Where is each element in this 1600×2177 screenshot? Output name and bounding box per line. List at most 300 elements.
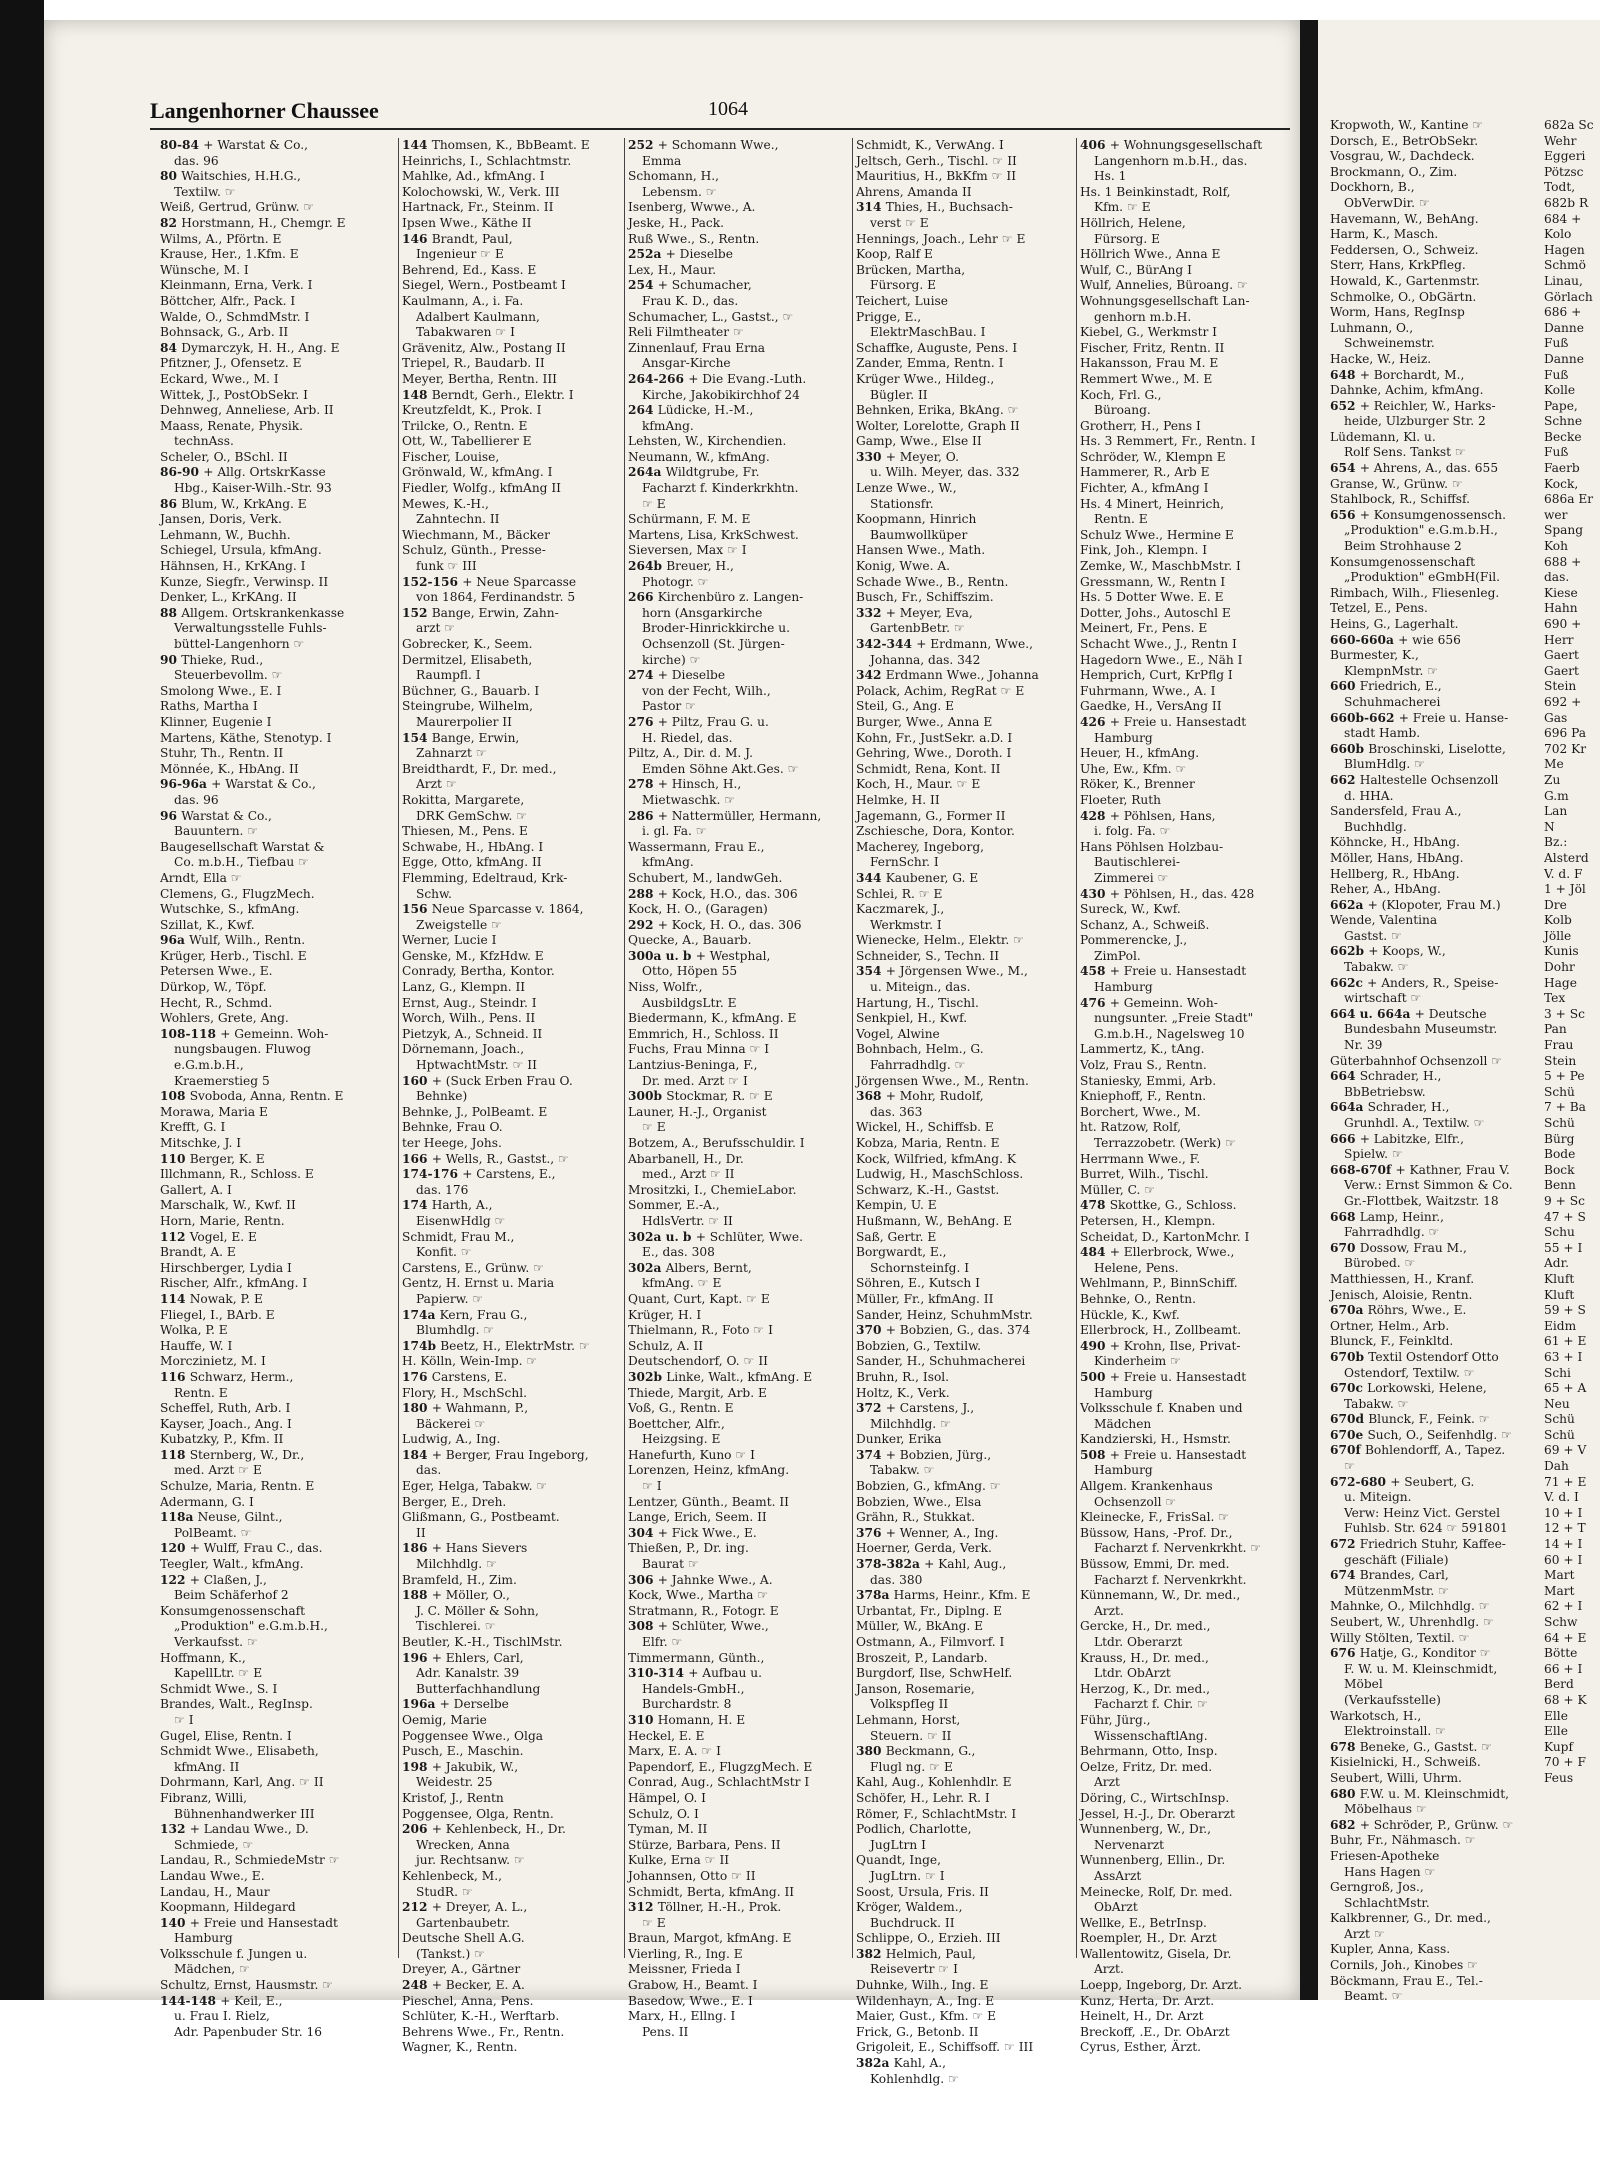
directory-entry: WissenschaftlAng. xyxy=(1094,1728,1208,1743)
directory-entry: Jölle xyxy=(1544,928,1572,943)
directory-entry: Clemens, G., FlugzMech. xyxy=(160,886,315,901)
directory-entry: Braun, Margot, kfmAng. E xyxy=(628,1931,792,1946)
directory-entry: das. xyxy=(1544,570,1570,585)
directory-entry: 670d Blunck, F., Feink. ☞ xyxy=(1330,1412,1490,1427)
directory-entry: Koh xyxy=(1544,539,1568,554)
directory-entry: 374 + Bobzien, Jürg., xyxy=(856,1447,992,1462)
directory-entry: Abarbanell, H., Dr. xyxy=(628,1151,744,1166)
directory-entry: Pusch, E., Maschin. xyxy=(402,1744,524,1759)
directory-entry: ter Heege, Johs. xyxy=(402,1136,502,1150)
directory-entry: Hecht, R., Schmd. xyxy=(160,995,273,1010)
directory-entry: 292 + Kock, H. O., das. 306 xyxy=(628,917,802,932)
directory-entry: Deutschendorf, O. ☞ II xyxy=(628,1354,768,1369)
directory-entry: PolBeamt. ☞ xyxy=(174,1525,252,1540)
directory-entry: Fink, Joh., Klempn. I xyxy=(1080,543,1208,558)
directory-entry: Conrad, Aug., SchlachtMstr I xyxy=(628,1775,810,1790)
directory-entry: Berger, E., Dreh. xyxy=(402,1494,507,1509)
directory-entry: E., das. 308 xyxy=(642,1245,715,1260)
directory-entry: Schne xyxy=(1544,414,1583,429)
directory-entry: Janson, Rosemarie, xyxy=(856,1681,975,1696)
directory-entry: Fürsorg. E xyxy=(1094,231,1160,246)
directory-entry: Heinrichs, I., Schlachtmstr. xyxy=(402,153,572,168)
directory-entry: Konfit. ☞ xyxy=(416,1245,472,1260)
directory-entry: Remmert Wwe., M. E xyxy=(1080,371,1213,386)
directory-entry: ObVerwDir. ☞ xyxy=(1344,195,1430,210)
directory-entry: Dermitzel, Elisabeth, xyxy=(402,652,533,667)
directory-entry: 670c Lorkowski, Helene, xyxy=(1330,1381,1487,1396)
directory-entry: 426 + Freie u. Hansestadt xyxy=(1080,714,1247,729)
directory-entry: Spielw. ☞ xyxy=(1344,1147,1403,1162)
directory-entry: Fiedler, Wolfg., kfmAng II xyxy=(402,481,561,496)
directory-entry: Dotter, Johs., Autoschl E xyxy=(1080,605,1231,620)
directory-entry: H. Kölln, Wein-Imp. ☞ xyxy=(402,1354,538,1369)
directory-entry: Schürmann, F. M. E xyxy=(628,512,751,527)
directory-entry: Loepp, Ingeborg, Dr. Arzt. xyxy=(1080,1978,1243,1993)
street-title: Langenhorner Chaussee xyxy=(150,98,379,123)
directory-entry: 146 Brandt, Paul, xyxy=(402,231,513,246)
directory-entry: Schöfer, H., Lehr. R. I xyxy=(856,1790,990,1805)
directory-entry: 274 + Dieselbe xyxy=(628,668,726,683)
directory-entry: 368 + Mohr, Rudolf, xyxy=(856,1089,984,1104)
directory-entry: Büroang. xyxy=(1094,403,1151,418)
directory-entry: 176 Carstens, E. xyxy=(402,1369,508,1384)
directory-entry: Kunis xyxy=(1544,944,1579,959)
directory-entry: Blumhdlg. ☞ xyxy=(416,1323,495,1338)
directory-entry: Quecke, A., Bauarb. xyxy=(628,933,752,948)
directory-entry: Hamburg xyxy=(1094,730,1153,745)
directory-entry: Schomann, H., xyxy=(628,169,720,184)
directory-entry: 5 + Pe xyxy=(1544,1069,1585,1084)
directory-entry: Prigge, E., xyxy=(856,309,922,324)
directory-entry: das. 363 xyxy=(870,1104,923,1119)
directory-entry: 212 + Dreyer, A. L., xyxy=(402,1900,528,1915)
directory-entry: (Verkaufsstelle) xyxy=(1344,1692,1441,1707)
directory-entry: 264 Lüdicke, H.-M., xyxy=(628,403,754,418)
column-divider xyxy=(1076,138,1077,1958)
directory-entry: 378a Harms, Heinr., Kfm. E xyxy=(856,1588,1031,1603)
directory-entry: Scheidat, D., KartonMchr. I xyxy=(1080,1229,1250,1244)
directory-entry: Worch, Wilh., Pens. II xyxy=(402,1011,536,1026)
directory-entry: Eggeri xyxy=(1544,149,1586,164)
directory-entry: Kinderheim ☞ xyxy=(1094,1354,1182,1369)
directory-entry: Volksschule f. Knaben und xyxy=(1080,1401,1243,1416)
directory-entry: 108-118 + Gemeinn. Woh- xyxy=(160,1026,329,1041)
directory-entry: 490 + Krohn, Ilse, Privat- xyxy=(1080,1338,1241,1353)
directory-entry: 66 + I xyxy=(1544,1661,1583,1676)
directory-entry: med. Arzt ☞ E xyxy=(174,1463,262,1478)
directory-entry: 188 + Möller, O., xyxy=(402,1588,510,1603)
directory-entry: Dre xyxy=(1544,897,1567,912)
directory-entry: 508 + Freie u. Hansestadt xyxy=(1080,1447,1247,1462)
directory-entry: Flugl ng. ☞ E xyxy=(870,1759,953,1774)
directory-entry: Wutschke, S., kfmAng. xyxy=(160,902,300,917)
directory-entry: Quant, Curt, Kapt. ☞ E xyxy=(628,1291,770,1306)
directory-entry: ☞ E xyxy=(642,1915,666,1930)
directory-entry: 65 + A xyxy=(1544,1381,1587,1396)
directory-entry: Steil, G., Ang. E xyxy=(856,699,955,714)
directory-entry: Fischer, Louise, xyxy=(402,449,500,464)
directory-entry: Böttcher, Alfr., Pack. I xyxy=(160,293,296,308)
directory-entry: Borchert, Wwe., M. xyxy=(1080,1104,1201,1119)
directory-entry: Mietwaschk. ☞ xyxy=(642,792,736,807)
directory-entry: Grunhdl. A., Textilw. ☞ xyxy=(1344,1116,1485,1130)
directory-entry: Trilcke, O., Rentn. E xyxy=(402,418,528,433)
directory-entry: das. 176 xyxy=(416,1182,469,1197)
directory-entry: Mahnke, O., Milchhdlg. ☞ xyxy=(1330,1599,1490,1614)
directory-entry: i. gl. Fa. ☞ xyxy=(642,824,707,839)
directory-entry: Holtz, K., Verk. xyxy=(856,1385,950,1400)
directory-entry: Adalbert Kaulmann, xyxy=(416,309,540,324)
directory-entry: 62 + I xyxy=(1544,1599,1583,1614)
directory-entry: Frau xyxy=(1544,1038,1574,1053)
directory-entry: Heizgsing. E xyxy=(642,1432,721,1447)
directory-entry: Bramfeld, H., Zim. xyxy=(402,1572,517,1587)
directory-entry: Dürkop, W., Töpf. xyxy=(160,980,267,995)
directory-entry: Bobzien, G., Textilw. xyxy=(856,1338,981,1353)
directory-entry: 264-266 + Die Evang.-Luth. xyxy=(628,371,807,386)
facing-column-1 xyxy=(1330,118,1540,2004)
directory-entry: Lenze Wwe., W., xyxy=(856,481,957,496)
directory-entry: Ltdr. Oberarzt xyxy=(1094,1635,1183,1649)
directory-entry: Kniephoff, F., Rentn. xyxy=(1080,1089,1207,1104)
directory-entry: Lebensm. ☞ xyxy=(642,184,717,199)
directory-entry: Beim Strohhause 2 xyxy=(1344,539,1462,554)
directory-entry: Kleinmann, Erna, Verk. I xyxy=(160,278,313,293)
directory-entry: Poggensee, Olga, Rentn. xyxy=(402,1806,554,1821)
directory-entry: Schulze, Maria, Rentn. E xyxy=(160,1479,315,1494)
directory-entry: Krüger Wwe., Hildeg., xyxy=(856,371,995,386)
directory-entry: Flemming, Edeltraud, Krk- xyxy=(402,870,568,885)
directory-entry: Gastst. ☞ xyxy=(1344,928,1402,943)
directory-entry: Hoerner, Gerda, Verk. xyxy=(856,1541,992,1556)
directory-entry: Marx, E. A. ☞ I xyxy=(628,1744,722,1759)
directory-entry: Pommerencke, J., xyxy=(1080,933,1188,948)
directory-entry: Grähn, R., Stukkat. xyxy=(856,1510,975,1525)
directory-entry: Bundesbahn Museumstr. xyxy=(1344,1022,1498,1037)
directory-entry: Dunker, Erika xyxy=(856,1432,942,1447)
directory-entry: arzt ☞ xyxy=(416,621,456,636)
directory-entry: Steuern. ☞ II xyxy=(870,1728,952,1743)
directory-entry: Dohr xyxy=(1544,960,1575,975)
directory-entry: 68 + K xyxy=(1544,1692,1587,1707)
directory-entry: Hanefurth, Kuno ☞ I xyxy=(628,1447,755,1462)
directory-entry: 686a Er xyxy=(1544,492,1594,507)
directory-entry: Bohnsack, G., Arb. II xyxy=(160,325,289,340)
directory-entry: wer xyxy=(1544,507,1568,522)
directory-entry: Herr xyxy=(1544,632,1574,647)
directory-entry: Worm, Hans, RegInsp xyxy=(1330,305,1465,320)
directory-entry: 684 + xyxy=(1544,211,1582,226)
directory-entry: ☞ I xyxy=(642,1479,662,1494)
directory-entry: Bobzien, G., kfmAng. ☞ xyxy=(856,1479,1001,1494)
directory-entry: Stationsfr. xyxy=(870,496,934,511)
directory-entry: horn (Ansgarkirche xyxy=(642,605,763,620)
directory-entry: Benn xyxy=(1544,1178,1576,1193)
directory-entry: Macherey, Ingeborg, xyxy=(856,839,985,854)
directory-entry: Co. m.b.H., Tiefbau ☞ xyxy=(174,855,310,870)
directory-entry: Schulz, A. II xyxy=(628,1338,704,1353)
directory-entry: Thießen, P., Dr. ing. xyxy=(628,1541,749,1556)
directory-entry: Gr.-Flottbek, Waitzstr. 18 xyxy=(1344,1193,1499,1208)
directory-entry: 682b R xyxy=(1544,195,1589,210)
directory-entry: Broszeit, P., Landarb. xyxy=(856,1650,988,1665)
directory-entry: Szillat, K., Kwf. xyxy=(160,917,255,932)
directory-entry: Uhe, Ew., Kfm. ☞ xyxy=(1080,761,1187,776)
directory-entry: kfmAng. ☞ E xyxy=(642,1276,722,1291)
directory-entry: Bürobed. ☞ xyxy=(1344,1256,1416,1271)
directory-entry: jur. Rechtsanw. ☞ xyxy=(416,1853,525,1868)
directory-entry: Wulf, Annelies, Büroang. ☞ xyxy=(1080,278,1248,293)
directory-entry: Steuerbevollm. ☞ xyxy=(174,668,283,683)
directory-entry: Baumwollküper xyxy=(870,527,968,542)
directory-entry: G.m xyxy=(1544,788,1569,803)
directory-entry: 662 Haltestelle Ochsenzoll xyxy=(1330,772,1499,787)
directory-entry: Eger, Helga, Tabakw. ☞ xyxy=(402,1479,548,1494)
directory-entry: Steingrube, Wilhelm, xyxy=(402,699,533,714)
directory-entry: 406 + Wohnungsgesellschaft xyxy=(1080,138,1263,152)
directory-entry: Kirche, Jakobikirchhof 24 xyxy=(642,387,800,402)
directory-entry: Marschalk, W., Kwf. II xyxy=(160,1198,296,1213)
directory-entry: ☞ E xyxy=(642,1120,666,1135)
directory-entry: Pfitzner, J., Ofensetz. E xyxy=(160,356,302,371)
directory-entry: StudR. ☞ xyxy=(416,1884,473,1899)
directory-entry: Johanna, das. 342 xyxy=(870,652,981,667)
directory-entry: Walde, O., SchmdMstr. I xyxy=(160,309,310,324)
directory-entry: 55 + I xyxy=(1544,1240,1583,1255)
directory-entry: Schanz, A., Schweiß. xyxy=(1080,917,1210,932)
directory-entry: Adr. Papenbuder Str. 16 xyxy=(174,2024,322,2039)
directory-entry: Schulz, O. I xyxy=(628,1806,699,1821)
directory-entry: Vogel, Alwine xyxy=(856,1026,940,1041)
directory-entry: Zimmerei ☞ xyxy=(1094,870,1169,885)
directory-entry: Voß, G., Rentn. E xyxy=(628,1401,734,1416)
directory-entry: Rimbach, Wilh., Fliesenleg. xyxy=(1330,585,1500,600)
directory-entry: Schmidt, Rena, Kont. II xyxy=(856,761,1001,776)
directory-column-1 xyxy=(160,138,396,2039)
directory-entry: Ostendorf, Textilw. ☞ xyxy=(1344,1365,1475,1380)
directory-entry: Meinecke, Rolf, Dr. med. xyxy=(1080,1884,1233,1899)
directory-entry: Ltdr. ObArzt xyxy=(1094,1666,1171,1681)
directory-entry: Schröder, W., Klempn E xyxy=(1080,449,1226,464)
directory-entry: Burger, Wwe., Anna E xyxy=(856,714,993,729)
directory-entry: 14 + I xyxy=(1544,1537,1583,1552)
directory-entry: Ott, W., Tabellierer E xyxy=(402,434,532,449)
directory-entry: Möbelhaus ☞ xyxy=(1344,1802,1427,1817)
directory-entry: kirche) ☞ xyxy=(642,652,701,667)
directory-entry: Görlach xyxy=(1544,289,1593,304)
directory-entry: Duhnke, Wilh., Ing. E xyxy=(856,1978,989,1993)
directory-entry: Podlich, Charlotte, xyxy=(856,1822,972,1837)
directory-entry: 152 Bange, Erwin, Zahn- xyxy=(402,605,559,620)
directory-entry: Schü xyxy=(1544,1412,1575,1427)
directory-entry: Tetzel, E., Pens. xyxy=(1330,601,1428,616)
directory-entry: 120 + Wulff, Frau C., das. xyxy=(160,1541,323,1556)
directory-entry: Hußmann, W., BehAng. E xyxy=(856,1213,1013,1228)
directory-entry: das. 96 xyxy=(174,153,219,168)
directory-entry: Floeter, Ruth xyxy=(1080,792,1162,807)
directory-entry: Kahl, Aug., Kohlenhdlr. E xyxy=(856,1775,1012,1790)
directory-entry: Pens. II xyxy=(642,2024,689,2039)
column-divider xyxy=(852,138,853,1958)
directory-entry: 10 + I xyxy=(1544,1505,1583,1520)
directory-entry: büttel-Langenhorn ☞ xyxy=(174,637,305,651)
directory-entry: Martens, Lisa, KrkSchwest. xyxy=(628,527,799,542)
directory-entry: 332 + Meyer, Eva, xyxy=(856,605,973,620)
directory-entry: Emma xyxy=(642,153,682,168)
directory-entry: 664 Schrader, H., xyxy=(1330,1069,1442,1084)
directory-entry: Horn, Marie, Rentn. xyxy=(160,1213,285,1228)
directory-entry: Hammerer, R., Arb E xyxy=(1080,465,1210,480)
directory-entry: das. xyxy=(416,1463,442,1478)
directory-entry: Grotherr, H., Pens I xyxy=(1080,418,1201,433)
directory-entry: Nervenarzt xyxy=(1094,1837,1165,1852)
directory-entry: Döring, C., WirtschInsp. xyxy=(1080,1790,1230,1805)
directory-entry: Hauffe, W. I xyxy=(160,1338,233,1353)
directory-entry: Behnke) xyxy=(416,1089,468,1104)
directory-entry: Sureck, W., Kwf. xyxy=(1080,902,1181,917)
directory-entry: Staniesky, Emmi, Arb. xyxy=(1080,1073,1217,1088)
directory-entry: Fischer, Fritz, Rentn. II xyxy=(1080,340,1225,355)
directory-entry: Behrens Wwe., Fr., Rentn. xyxy=(402,2024,565,2039)
directory-entry: Pietzyk, A., Schneid. II xyxy=(402,1026,543,1041)
directory-entry: Hagen xyxy=(1544,242,1585,257)
directory-entry: Elle xyxy=(1544,1724,1568,1739)
directory-entry: Schü xyxy=(1544,1116,1575,1130)
directory-entry: Saß, Gertr. E xyxy=(856,1229,937,1244)
directory-entry: 660 Friedrich, E., xyxy=(1330,679,1442,694)
directory-entry: Faerb xyxy=(1544,461,1580,476)
directory-entry: Brockmann, O., Zim. xyxy=(1330,164,1458,179)
directory-entry: Schmiede, ☞ xyxy=(174,1837,254,1852)
directory-entry: Polack, Achim, RegRat ☞ E xyxy=(856,683,1025,698)
directory-entry: Wehr xyxy=(1544,133,1577,148)
directory-entry: Triepel, R., Baudarb. II xyxy=(402,356,545,371)
directory-entry: Mädchen, ☞ xyxy=(174,1962,250,1977)
directory-entry: 312 Töllner, H.-H., Prok. xyxy=(628,1900,782,1915)
directory-entry: 690 + xyxy=(1544,617,1582,631)
directory-entry: Hückle, K., Kwf. xyxy=(1080,1307,1180,1322)
page-number: 1064 xyxy=(708,98,748,120)
directory-entry: Elektroinstall. ☞ xyxy=(1344,1724,1447,1739)
directory-entry: Otto, Höpen 55 xyxy=(642,964,738,979)
directory-entry: Müller, C. ☞ xyxy=(1080,1182,1156,1197)
directory-entry: nungsunter. „Freie Stadt" xyxy=(1094,1011,1254,1026)
directory-entry: Klinner, Eugenie I xyxy=(160,714,272,729)
directory-entry: Wunnenberg, Ellin., Dr. xyxy=(1080,1853,1226,1868)
directory-entry: Bz.: xyxy=(1544,835,1568,850)
directory-entry: Röker, K., Brenner xyxy=(1080,777,1195,792)
directory-entry: kfmAng. xyxy=(642,418,694,433)
directory-entry: Alsterd xyxy=(1544,850,1589,865)
directory-entry: 276 + Piltz, Frau G. u. xyxy=(628,714,769,729)
directory-entry: Egge, Otto, kfmAng. II xyxy=(402,855,542,870)
directory-entry: Vierling, R., Ing. E xyxy=(628,1946,743,1961)
directory-entry: Kolle xyxy=(1544,383,1576,398)
directory-entry: Tabakw. ☞ xyxy=(1344,960,1409,975)
directory-entry: Mauritius, H., BkKfm ☞ II xyxy=(856,169,1017,184)
directory-entry: 478 Skottke, G., Schloss. xyxy=(1080,1198,1237,1213)
directory-entry: 96 Warstat & Co., xyxy=(160,808,272,823)
directory-entry: Zander, Emma, Rentn. I xyxy=(856,356,1004,371)
directory-entry: 670b Textil Ostendorf Otto xyxy=(1330,1349,1499,1364)
directory-entry: Behrend, Ed., Kass. E xyxy=(402,262,537,277)
directory-entry: 144 Thomsen, K., BbBeamt. E xyxy=(402,138,590,152)
directory-entry: Lehmann, Horst, xyxy=(856,1712,961,1727)
directory-entry: Genske, M., KfzHdw. E xyxy=(402,948,544,963)
directory-entry: 278 + Hinsch, H., xyxy=(628,777,742,792)
directory-entry: 7 + Ba xyxy=(1544,1100,1586,1115)
directory-entry: Herrmann Wwe., F. xyxy=(1080,1151,1201,1166)
directory-entry: Adr. Kanalstr. 39 xyxy=(416,1666,520,1681)
directory-entry: Gas xyxy=(1544,710,1568,725)
directory-entry: Konsumgenossenschaft xyxy=(160,1603,305,1618)
directory-entry: Todt, xyxy=(1544,180,1576,195)
directory-entry: 174 Harth, A., xyxy=(402,1198,493,1213)
directory-entry: Mitschke, J. I xyxy=(160,1136,242,1150)
directory-entry: Bruhn, R., Isol. xyxy=(856,1369,950,1384)
directory-entry: Milchhdlg. ☞ xyxy=(870,1416,951,1431)
directory-entry: Ingenieur ☞ E xyxy=(416,247,504,262)
directory-entry: u. Miteign. xyxy=(1344,1490,1412,1505)
directory-entry: Lehsten, W., Kirchendien. xyxy=(628,434,787,449)
directory-entry: HdlsVertr. ☞ II xyxy=(642,1213,733,1228)
directory-entry: Mädchen xyxy=(1094,1416,1152,1431)
directory-entry: Illchmann, R., Schloss. E xyxy=(160,1167,314,1182)
directory-entry: Koopmann, Hinrich xyxy=(856,512,977,527)
directory-entry: Schlippe, O., Erzieh. III xyxy=(856,1931,1001,1946)
directory-entry: Schü xyxy=(1544,1427,1575,1442)
directory-entry: Burchardstr. 8 xyxy=(642,1697,732,1712)
directory-entry: 372 + Carstens, J., xyxy=(856,1401,975,1416)
directory-entry: Dohrmann, Karl, Ang. ☞ II xyxy=(160,1775,324,1790)
directory-entry: Dreyer, A., Gärtner xyxy=(402,1962,521,1977)
directory-entry: Mahlke, Ad., kfmAng. I xyxy=(402,169,545,184)
directory-entry: Behnken, Erika, BkAng. ☞ xyxy=(856,403,1019,418)
directory-entry: Oemig, Marie xyxy=(402,1712,487,1727)
directory-entry: Konig, Wwe. A. xyxy=(856,559,951,574)
directory-entry: 198 + Jakubik, W., xyxy=(402,1759,519,1774)
directory-entry: Hs. 5 Dotter Wwe. E. E xyxy=(1080,590,1224,605)
directory-entry: Büssow, Hans, -Prof. Dr., xyxy=(1080,1525,1233,1540)
directory-entry: Ahrens, Amanda II xyxy=(856,184,972,199)
directory-entry: Hennings, Joach., Lehr ☞ E xyxy=(856,231,1026,246)
directory-entry: 1 + Jöl xyxy=(1544,882,1586,897)
directory-entry: u. Miteign., das. xyxy=(870,980,971,995)
directory-entry: Tabakw. ☞ xyxy=(1344,1396,1409,1411)
directory-entry: Sieversen, Max ☞ I xyxy=(628,543,747,558)
directory-entry: Havemann, W., BehAng. xyxy=(1330,211,1479,226)
directory-entry: 61 + E xyxy=(1544,1334,1587,1349)
directory-entry: Schumacher, L., Gastst., ☞ xyxy=(628,309,794,324)
directory-entry: Roempler, H., Dr. Arzt xyxy=(1080,1931,1217,1946)
directory-entry: Wohnungsgesellschaft Lan- xyxy=(1080,293,1250,308)
facing-column-2-cropped xyxy=(1544,118,1600,1958)
directory-entry: Zemke, W., MaschbMstr. I xyxy=(1080,559,1241,574)
directory-entry: Wiechmann, M., Bäcker xyxy=(402,527,550,542)
directory-entry: Kiese xyxy=(1544,585,1578,600)
directory-entry: Martens, Käthe, Stenotyp. I xyxy=(160,730,332,745)
directory-entry: 300a u. b + Westphal, xyxy=(628,948,771,963)
directory-entry: Brandes, Walt., RegInsp. xyxy=(160,1697,313,1712)
directory-entry: Verw: Heinz Vict. Gerstel xyxy=(1344,1505,1501,1520)
directory-entry: Arzt. xyxy=(1094,1603,1124,1618)
directory-entry: Kleinecke, F., FrisSal. ☞ xyxy=(1080,1510,1230,1525)
directory-entry: Schaffke, Auguste, Pens. I xyxy=(856,340,1018,355)
directory-entry: Isenberg, Wwwe., A. xyxy=(628,200,756,215)
directory-entry: Rentn. E xyxy=(1094,512,1148,527)
directory-entry: Verkaufsst. ☞ xyxy=(174,1635,258,1649)
directory-entry: Beim Schäferhof 2 xyxy=(174,1588,289,1603)
